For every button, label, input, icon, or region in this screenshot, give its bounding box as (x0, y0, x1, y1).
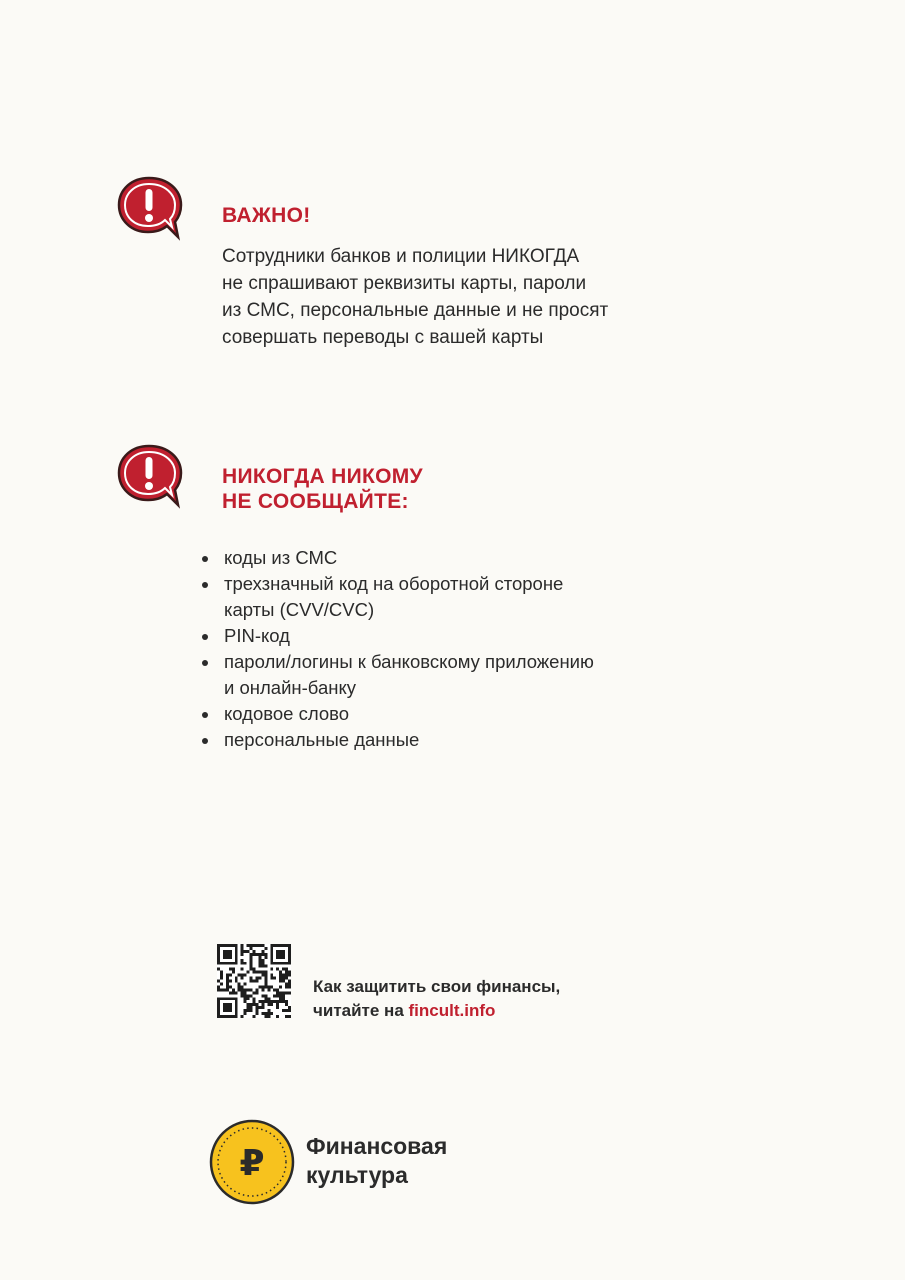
list-item (200, 571, 594, 623)
list-item-line: коды из СМС (224, 547, 338, 568)
ruble-symbol: ₽ (239, 1143, 265, 1184)
qr-code-icon[interactable] (217, 944, 291, 1018)
logo-line: культура (306, 1162, 408, 1188)
ruble-coin-icon (209, 1119, 295, 1205)
logo-text (306, 1132, 447, 1190)
important-text (222, 243, 608, 351)
list-item-line: трехзначный код на оборотной стороне (224, 573, 564, 594)
never-heading (222, 464, 423, 514)
list-item-line: кодовое слово (224, 703, 350, 724)
exclamation-bubble-icon (116, 175, 186, 241)
important-line: совершать переводы с вашей карты (222, 327, 544, 348)
list-item-line: пароли/логины к банковскому приложению (224, 651, 594, 672)
list-item (200, 727, 594, 753)
never-heading-line: НИКОГДА НИКОМУ (222, 465, 423, 488)
important-line: не спрашивают реквизиты карты, пароли (222, 273, 587, 294)
list-item (200, 545, 594, 571)
important-line: из СМС, персональные данные и не просят (222, 300, 609, 321)
list-item-line: карты (CVV/CVC) (224, 599, 375, 620)
exclamation-bubble-icon (116, 443, 186, 509)
never-heading-line: НЕ СООБЩАЙТЕ: (222, 490, 409, 513)
list-item (200, 649, 594, 701)
logo-line: Финансовая (306, 1133, 448, 1159)
qr-caption-line (313, 999, 560, 1023)
qr-caption-line: Как защитить свои финансы, (313, 977, 561, 996)
important-line: Сотрудники банков и полиции НИКОГДА (222, 246, 580, 267)
list-item (200, 701, 594, 727)
list-item-line: персональные данные (224, 729, 420, 750)
list-item-line: PIN-код (224, 625, 290, 646)
list-item-line: и онлайн-банку (224, 677, 357, 698)
never-list (200, 545, 594, 753)
fincult-link[interactable]: fincult.info (408, 1001, 496, 1020)
qr-caption (313, 975, 560, 1023)
list-item (200, 623, 594, 649)
qr-caption-prefix: читайте на (313, 1001, 409, 1020)
important-heading: ВАЖНО! (222, 204, 311, 227)
